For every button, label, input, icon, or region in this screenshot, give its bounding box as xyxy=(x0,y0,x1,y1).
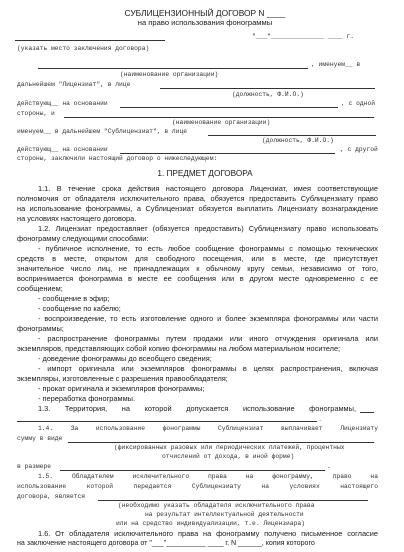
p1-4-line: 1.4. За использование фонограммы Сублицензиат выплачивает Лицензиату xyxy=(38,425,378,432)
parties-one-side: , с одной xyxy=(341,100,376,107)
p1-3-territory: 1.3. Территория, на которой допускается использование фонограммы, xyxy=(38,404,356,413)
parties-side-and: стороны, и xyxy=(17,110,55,117)
p1-2-line: - сообщение в эфир; xyxy=(38,294,110,303)
rightholder-field[interactable] xyxy=(98,500,368,501)
p1-4-line: в размере xyxy=(17,463,52,470)
contract-title: СУБЛИЦЕНЗИОННЫЙ ДОГОВОР N ____ xyxy=(124,8,286,18)
p1-5-line: 1.5. Обладателем исключительного права на фонограмму, право на xyxy=(38,473,378,480)
payment-form-field[interactable] xyxy=(68,442,374,443)
territory-field[interactable] xyxy=(17,421,317,422)
licensee-basis-field[interactable] xyxy=(120,107,338,108)
contract-subtitle: на право использования фонограммы xyxy=(137,18,273,27)
payment-amount-field[interactable] xyxy=(60,470,325,471)
p1-1-line: полномочия от обладателя исключительного права, обязуется предоставить Сублицензиату право xyxy=(17,194,378,203)
p1-2-line: - воспроизведение, то есть изготовление одного и более экземпляра фонограммы или части xyxy=(38,314,378,323)
p1-3-end: . xyxy=(319,414,322,423)
date-placeholder[interactable]: "___"______________ ____ г. xyxy=(252,33,355,40)
p1-1-line: 1.1. В течение срока действия настоящего договора Лицензиат, имея соответствующие xyxy=(38,184,378,193)
p1-2-line: - переработка фонограммы. xyxy=(38,394,136,403)
p1-2-line: значительное число лиц, не принадлежащих к обычному кругу семьи, независимо от того, xyxy=(17,264,378,273)
parties-hint-position2: (должность, Ф.И.О.) xyxy=(262,137,334,144)
p1-2-line: экземпляров, представляющих собой копию фонограммы на любом материальном носителе; xyxy=(17,344,341,353)
p1-1-line: на использование фонограммы, а Сублицензиат обязуется выплатить Лицензиату вознаграждение xyxy=(17,204,378,213)
p1-2-line: - импорт оригинала или экземпляров фонограммы в целях распространения, включая xyxy=(38,364,378,373)
parties-hint-position1: (должность, Ф.И.О.) xyxy=(232,91,304,98)
p1-2-line: 1.2. Лицензиат предоставляет (обязуется предоставить) Сублицензиату право использовать xyxy=(38,224,378,233)
p1-6-line: на заключение настоящего договора от "___"__________ ____ г. N ______, копия которого xyxy=(17,539,315,547)
section-title: 1. ПРЕДМЕТ ДОГОВОРА xyxy=(157,169,253,178)
p1-2-line: - прокат оригинала и экземпляров фонограммы; xyxy=(38,384,205,393)
p1-2-line: средств в месте, открытом для свободного посещения, или в месте, где присутствует xyxy=(17,254,378,263)
p1-4-hint: (фиксированных разовых или периодических платежей, процентных xyxy=(114,444,345,451)
p1-2-line: сообщением; xyxy=(17,284,63,293)
p1-2-line: - доведение фонограммы до всеобщего сведения; xyxy=(38,354,212,363)
parties-licensee-in-person: дальнейшем "Лицензиат", в лице xyxy=(17,81,131,88)
p1-1-line: на условиях настоящего договора. xyxy=(17,214,137,223)
p1-6-line: 1.6. От обладателя исключительного права на фонограмму получено письменное согласие xyxy=(38,529,378,538)
p1-4-line: сумму в виде xyxy=(17,435,63,442)
p1-2-line: - распространение фонограммы путем продажи или иного отчуждения оригинала или xyxy=(38,334,378,343)
place-hint: (указать место заключения договора) xyxy=(17,45,150,52)
p1-5-hint: или на средство индивидуализации, т.е. Лицензиара) xyxy=(116,520,305,527)
licensee-rep-field[interactable] xyxy=(160,88,375,89)
parties-conclusion: стороны, заключили настоящий договор о нижеследующем: xyxy=(17,155,218,162)
territory-field-end[interactable] xyxy=(360,412,374,413)
parties-hint-org2: (наименование организации) xyxy=(172,119,271,126)
p1-5-line: использование которой передается Сублицензиату на условиях настоящего xyxy=(17,483,378,490)
p1-2-line: - публичное исполнение, то есть любое сообщение фонограммы с помощью технических xyxy=(38,244,378,253)
p1-5-hint: (необходимо указать обладателя исключительного права xyxy=(118,502,315,509)
p1-2-line: экземпляры, изготовленные с разрешения правообладателя; xyxy=(17,374,228,383)
licensee-name-field[interactable] xyxy=(38,68,308,69)
parties-line1-right: , именуем__ в xyxy=(311,61,361,68)
p1-5-hint: на результат интеллектуальной деятельности xyxy=(145,511,304,518)
p1-2-line: воспринимается фонограмма в месте ее сообщения или в другом месте одновременно с ее xyxy=(17,274,378,283)
p1-2-line: фонограммы; xyxy=(17,324,64,333)
parties-hint-org1: (наименование организации) xyxy=(120,71,219,78)
parties-other-side: , с другой xyxy=(340,146,378,153)
p1-2-line: - сообщение по кабелю; xyxy=(38,304,121,313)
sublicensee-name-field[interactable] xyxy=(64,117,374,118)
p1-2-line: фонограмму следующими способами: xyxy=(17,234,149,243)
parties-acting2: действующ__ на основании xyxy=(17,146,108,153)
parties-sublicensee-in-person: именуем__ в дальнейшем "Сублицензиат", в лице xyxy=(17,128,188,135)
p1-5-line: договора, является xyxy=(17,493,86,500)
sublicensee-basis-field[interactable] xyxy=(120,153,335,154)
sublicensee-rep-field[interactable] xyxy=(208,135,376,136)
place-field[interactable] xyxy=(15,40,165,41)
parties-acting1: действующ__ на основании xyxy=(17,100,108,107)
p1-4-end: . xyxy=(327,463,331,470)
p1-4-hint: отчислений от дохода, в иной форме) xyxy=(162,453,295,460)
